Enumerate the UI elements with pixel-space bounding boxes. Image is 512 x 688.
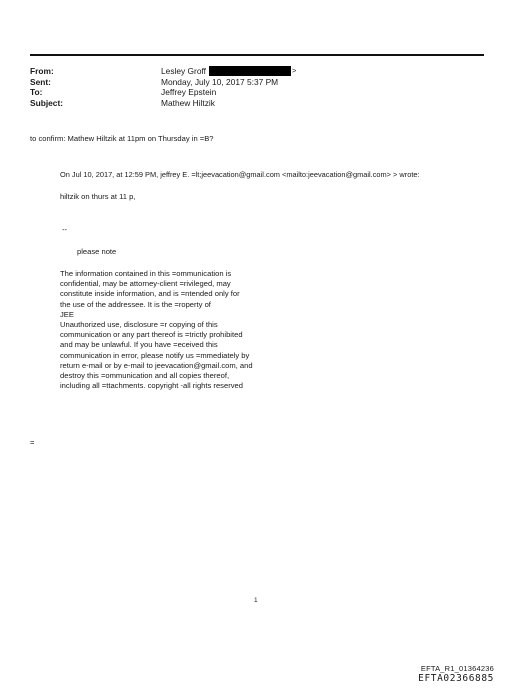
disclaimer-line: return e-mail or by e-mail to jeevacation@gmail.com, and	[60, 360, 253, 370]
quote-header: On Jul 10, 2017, at 12:59 PM, jeffrey E. =lt;jeevacation@gmail.com <mailto:jeevacation@gmail.com> > wrote:	[60, 170, 420, 179]
redaction-block	[209, 66, 291, 76]
disclaimer-line: including all =ttachments. copyright -all rights reserved	[60, 381, 243, 391]
to-row	[30, 87, 296, 98]
sent-value: Monday, July 10, 2017 5:37 PM	[161, 76, 279, 87]
disclaimer-line: destroy this =ommunication and all copies thereof,	[60, 371, 230, 381]
sent-label: Sent:	[30, 76, 51, 87]
confirm-line: to confirm: Mathew Hiltzik at 11pm on Thursday in =B?	[30, 134, 214, 143]
disclaimer-line: constitute inside information, and is =ntended only for	[60, 289, 240, 299]
from-value: Lesley Groff	[161, 66, 206, 76]
page-number: 1	[254, 597, 258, 604]
to-value: Jeffrey Epstein	[161, 87, 217, 98]
disclaimer-line: confidential, may be attorney-client =rivileged, may	[60, 279, 231, 289]
to-label: To:	[30, 87, 43, 98]
disclaimer-line: JEE	[60, 309, 74, 319]
subject-row	[30, 98, 296, 109]
trailing-char: =	[30, 438, 35, 447]
email-header	[30, 66, 296, 108]
disclaimer-block	[60, 269, 253, 391]
subject-value: Mathew Hiltzik	[161, 97, 215, 108]
disclaimer-line: communication in error, please notify us =mmediately by	[60, 350, 250, 360]
bates-stamp-2: EFTA02366885	[418, 673, 494, 684]
from-label: From:	[30, 66, 54, 76]
disclaimer-line: Unauthorized use, disclosure =r copying of this	[60, 320, 218, 330]
disclaimer-line: the use of the addressee. It is the =roperty of	[60, 299, 211, 309]
subject-label: Subject:	[30, 97, 64, 108]
signature-separator: --	[62, 225, 68, 234]
bates-stamp-1: EFTA_R1_01364236	[420, 664, 494, 673]
from-row	[30, 66, 296, 77]
header-divider	[30, 54, 484, 56]
sent-row	[30, 77, 296, 88]
disclaimer-line: communication or any part thereof is =trictly prohibited	[60, 330, 243, 340]
note-title: please note	[77, 247, 117, 256]
disclaimer-line: and may be unlawful. If you have =eceived this	[60, 340, 218, 350]
disclaimer-line: The information contained in this =ommunication is	[60, 269, 232, 278]
from-tail: >	[292, 66, 297, 75]
quote-line: hiltzik on thurs at 11 p,	[60, 192, 136, 201]
from-value-group	[161, 66, 296, 77]
